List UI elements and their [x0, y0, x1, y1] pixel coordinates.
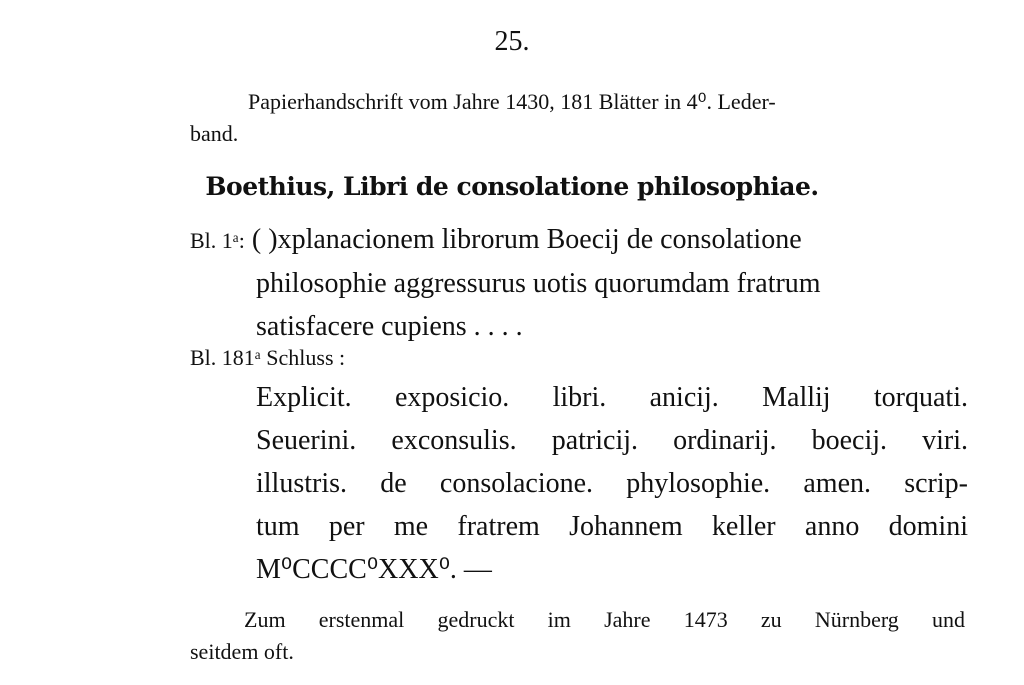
incipit-label: Bl. 1ᵃ:: [190, 228, 245, 253]
incipit-entry: [190, 218, 970, 348]
incipit-text: [190, 218, 970, 348]
incipit-line-3: satisfacere cupiens . . . .: [256, 311, 523, 342]
explicit-line-4: tum per me fratrem Johannem keller anno domini: [256, 511, 968, 542]
explicit-label: Bl. 181ᵃ Schluss :: [190, 345, 346, 370]
incipit-line-1: ( )xplanacionem librorum Boecij de consolatione: [251, 224, 802, 255]
explicit-line-1: Explicit. exposicio. libri. anicij. Mallij torquati.: [256, 382, 968, 413]
description-line-1: Papierhandschrift vom Jahre 1430, 181 Blätter in 4⁰. Leder-: [248, 89, 776, 114]
printing-note-line-1: Zum erstenmal gedruckt im Jahre 1473 zu Nürnberg und: [244, 607, 965, 632]
work-title: Boethius, Libri de consolatione philosophiae.: [205, 172, 819, 201]
description-line-2: band.: [190, 121, 239, 146]
explicit-line-5: M⁰CCCC⁰XXX⁰. —: [256, 554, 492, 585]
incipit-line-2: philosophie aggressurus uotis quorumdam fratrum: [256, 268, 821, 299]
printing-note-line-2: seitdem oft.: [190, 639, 294, 664]
page-number: 25.: [494, 26, 530, 57]
manuscript-description: [190, 86, 970, 150]
explicit-line-2: Seuerini. exconsulis. patricij. ordinarij. boecij. viri.: [256, 425, 968, 456]
explicit-line-3: illustris. de consolacione. phylosophie. amen. scrip-: [256, 468, 968, 499]
printing-note: [190, 604, 965, 668]
explicit-text: [256, 376, 968, 591]
